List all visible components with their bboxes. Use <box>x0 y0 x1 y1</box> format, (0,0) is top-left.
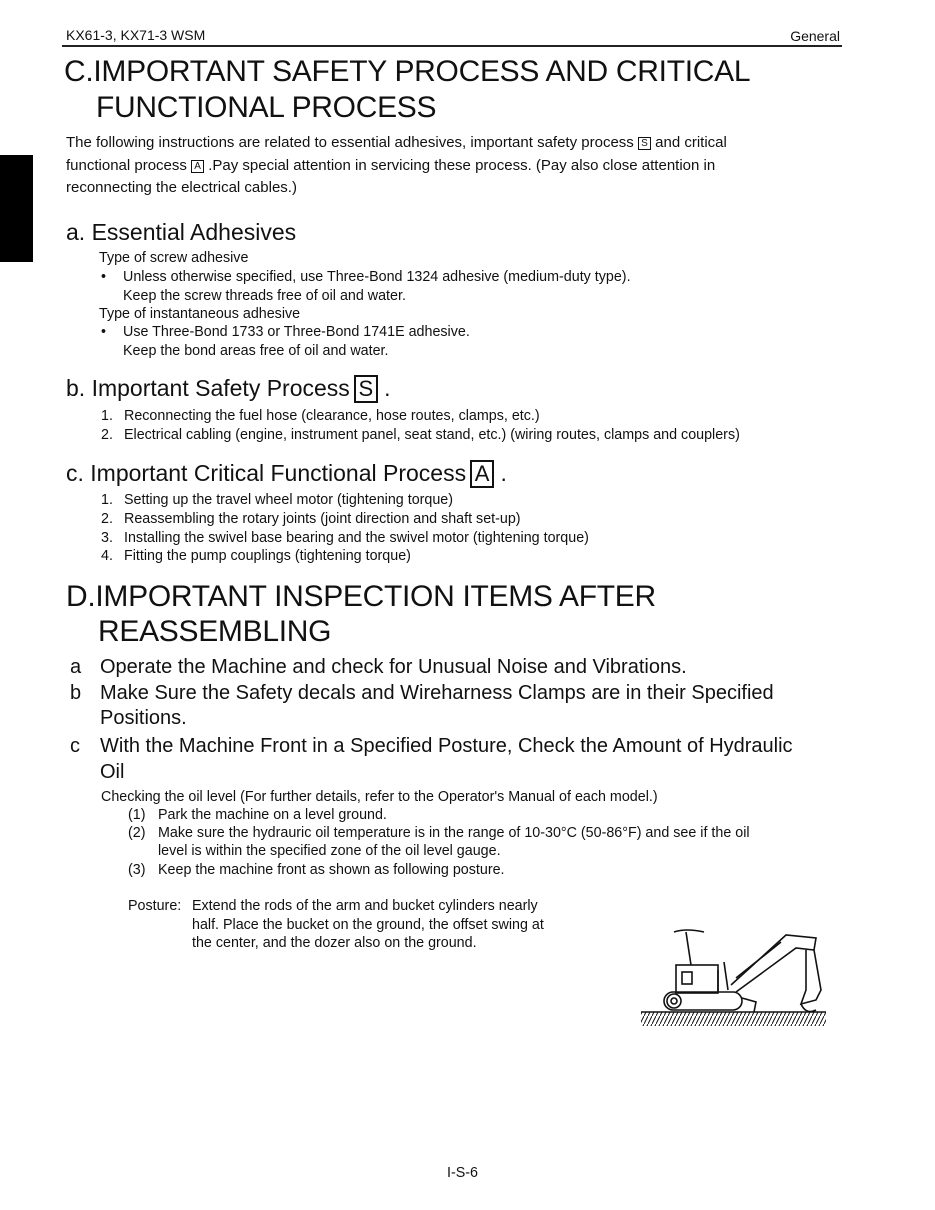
heading-text: b. Important Safety Process <box>66 375 350 401</box>
adhesive-text: Keep the bond areas free of oil and water. <box>123 343 389 359</box>
list-number: 2. <box>101 511 113 527</box>
list-number: 4. <box>101 548 113 564</box>
step-text: Make sure the hydrauric oil temperature is in the range of 10-30°C (50-86°F) and see if the oil <box>158 825 750 841</box>
posture-text: the center, and the dozer also on the ground. <box>192 935 477 951</box>
adhesive-type: Type of screw adhesive <box>99 250 249 266</box>
header-doc-title: KX61-3, KX71-3 WSM <box>66 27 206 43</box>
list-item: Setting up the travel wheel motor (tightening torque) <box>124 492 454 508</box>
critical-mark-icon: A <box>191 160 204 173</box>
checking-text: Checking the oil level (For further details, refer to the Operator's Manual of each model.) <box>101 789 658 805</box>
list-item: Installing the swivel base bearing and the swivel motor (tightening torque) <box>124 530 589 546</box>
step-text: level is within the specified zone of the oil level gauge. <box>158 843 501 859</box>
critical-mark-icon: A <box>470 460 494 488</box>
adhesive-text: Use Three-Bond 1733 or Three-Bond 1741E adhesive. <box>123 324 470 340</box>
intro-line <box>66 156 715 176</box>
intro-text: and critical <box>655 134 727 151</box>
bullet: • <box>101 269 107 285</box>
list-number: 2. <box>101 427 113 443</box>
inspection-item: Oil <box>100 761 125 783</box>
intro-text: functional process <box>66 157 187 174</box>
posture-text: Extend the rods of the arm and bucket cylinders nearly <box>192 898 538 914</box>
step-number: (3) <box>128 862 146 878</box>
item-letter: c <box>70 735 80 757</box>
safety-mark-icon: S <box>354 375 378 403</box>
heading-text: c. Important Critical Functional Process <box>66 460 467 486</box>
safety-mark-icon: S <box>638 137 651 150</box>
step-text: Park the machine on a level ground. <box>158 807 387 823</box>
item-letter: a <box>70 656 82 678</box>
inspection-item: Make Sure the Safety decals and Wireharness Clamps are in their Specified <box>100 682 774 704</box>
intro-text: .Pay special attention in servicing these process. (Pay also close attention in <box>208 157 716 174</box>
list-number: 1. <box>101 492 113 508</box>
section-tab-marker <box>0 155 33 262</box>
item-letter: b <box>70 682 82 704</box>
section-c-title-2: FUNCTIONAL PROCESS <box>96 91 437 124</box>
bullet: • <box>101 324 107 340</box>
posture-label: Posture: <box>128 898 182 914</box>
intro-text: The following instructions are related to essential adhesives, important safety process <box>66 134 634 151</box>
list-item: Reassembling the rotary joints (joint direction and shaft set-up) <box>124 511 521 527</box>
safety-process-heading: b. Important Safety Process S . <box>66 375 391 401</box>
inspection-item: With the Machine Front in a Specified Posture, Check the Amount of Hydraulic <box>100 735 793 757</box>
adhesive-text: Keep the screw threads free of oil and water. <box>123 288 406 304</box>
posture-text: half. Place the bucket on the ground, the offset swing at <box>192 917 544 933</box>
list-item: Fitting the pump couplings (tightening torque) <box>124 548 411 564</box>
intro-line: reconnecting the electrical cables.) <box>66 179 297 196</box>
essential-adhesives-heading: a. Essential Adhesives <box>66 219 297 245</box>
step-text: Keep the machine front as shown as following posture. <box>158 862 505 878</box>
intro-line <box>66 133 727 153</box>
section-d-title-2: REASSEMBLING <box>98 615 332 648</box>
adhesive-type: Type of instantaneous adhesive <box>99 306 301 322</box>
step-number: (2) <box>128 825 146 841</box>
section-d-title: D.IMPORTANT INSPECTION ITEMS AFTER <box>66 580 656 613</box>
inspection-item: Positions. <box>100 707 187 729</box>
page-number: I-S-6 <box>447 1165 478 1181</box>
list-item: Reconnecting the fuel hose (clearance, hose routes, clamps, etc.) <box>124 408 540 424</box>
inspection-item: Operate the Machine and check for Unusual Noise and Vibrations. <box>100 656 687 678</box>
list-item: Electrical cabling (engine, instrument panel, seat stand, etc.) (wiring routes, clamps and couplers) <box>124 427 740 443</box>
header-rule <box>62 45 842 47</box>
step-number: (1) <box>128 807 146 823</box>
section-c-title: C.IMPORTANT SAFETY PROCESS AND CRITICAL <box>64 55 751 88</box>
list-number: 3. <box>101 530 113 546</box>
list-number: 1. <box>101 408 113 424</box>
excavator-posture-illustration <box>636 920 831 1032</box>
header-section: General <box>790 28 840 44</box>
critical-process-heading: c. Important Critical Functional Process A . <box>66 460 507 486</box>
adhesive-text: Unless otherwise specified, use Three-Bond 1324 adhesive (medium-duty type). <box>123 269 631 285</box>
